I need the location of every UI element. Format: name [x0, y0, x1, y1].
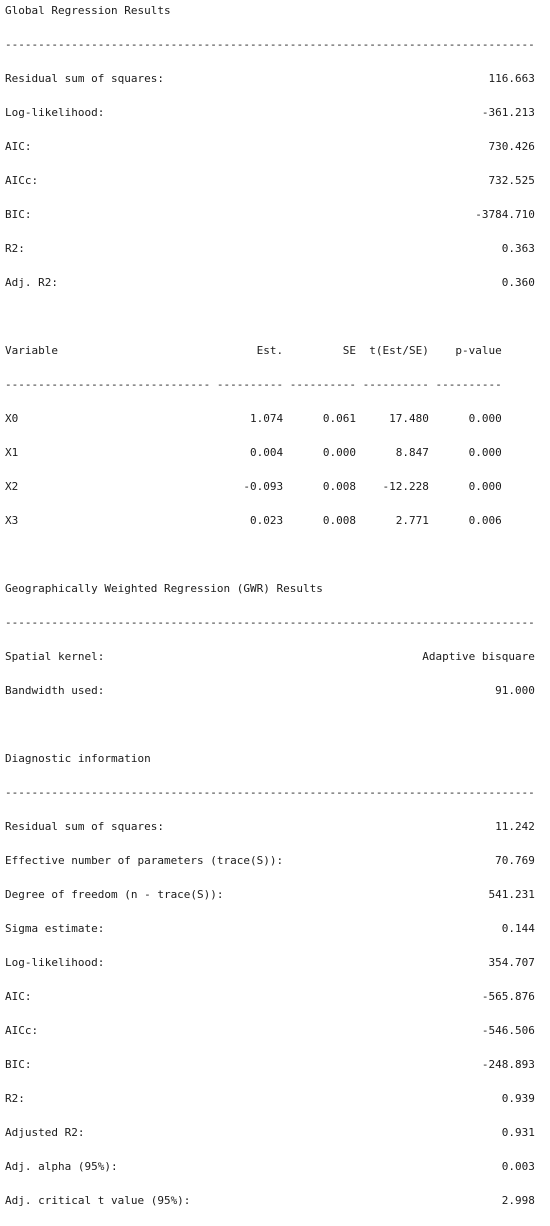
cell-t: 2.771: [356, 514, 429, 527]
stat-value: 0.363: [501, 242, 535, 255]
table-row: [5, 512, 535, 529]
stat-row: [5, 172, 535, 189]
stat-label: AICc:: [5, 174, 39, 187]
cell-se: 0.008: [283, 514, 357, 527]
table-row: [5, 478, 535, 495]
stat-row: [5, 70, 535, 87]
blank-line: [5, 716, 535, 733]
stat-label: BIC:: [5, 1058, 32, 1071]
cell-t: 8.847: [356, 446, 429, 459]
stat-row: [5, 988, 535, 1005]
cell-variable: X2: [5, 480, 211, 493]
column-header-variable: Variable: [5, 344, 211, 357]
stat-value: 0.360: [501, 276, 535, 289]
stat-label: Residual sum of squares:: [5, 820, 164, 833]
stat-value: Adaptive bisquare: [422, 650, 535, 663]
stat-value: 70.769: [495, 854, 535, 867]
stat-row: [5, 274, 535, 291]
diagnostic-title: Diagnostic information: [5, 752, 151, 765]
cell-p: 0.000: [428, 412, 502, 425]
stat-row: [5, 886, 535, 903]
stat-row: [5, 206, 535, 223]
stat-value: 354.707: [488, 956, 535, 969]
stat-label: AICc:: [5, 1024, 39, 1037]
column-header-t: t(Est/SE): [356, 344, 429, 357]
global-results-title: Global Regression Results: [5, 4, 171, 17]
stat-value: 11.242: [495, 820, 535, 833]
column-header-se: SE: [283, 344, 357, 357]
stat-label: Bandwidth used:: [5, 684, 105, 697]
stat-row: [5, 240, 535, 257]
stat-row: [5, 954, 535, 971]
table-row: [5, 410, 535, 427]
stat-label: Log-likelihood:: [5, 956, 105, 969]
stat-value: -546.506: [481, 1024, 535, 1037]
stat-label: Sigma estimate:: [5, 922, 105, 935]
cell-se: 0.061: [283, 412, 357, 425]
stat-value: 0.003: [501, 1160, 535, 1173]
stat-value: 91.000: [495, 684, 535, 697]
stat-value: 116.663: [488, 72, 535, 85]
stat-label: AIC:: [5, 140, 32, 153]
separator-line: --------------------------------------------------------------------------------: [5, 38, 535, 51]
stat-label: Adj. alpha (95%):: [5, 1160, 118, 1173]
output-cell: [5, 2, 535, 1226]
stat-row: [5, 920, 535, 937]
cell-t: -12.228: [356, 480, 429, 493]
stat-label: Log-likelihood:: [5, 106, 105, 119]
stat-label: Residual sum of squares:: [5, 72, 164, 85]
cell-variable: X0: [5, 412, 211, 425]
stat-row: [5, 1124, 535, 1141]
stat-row: [5, 1090, 535, 1107]
separator-line: --------------------------------------------------------------------------------: [5, 786, 535, 799]
cell-se: 0.008: [283, 480, 357, 493]
cell-est: 1.074: [210, 412, 284, 425]
stat-row: [5, 1192, 535, 1209]
stat-value: 730.426: [488, 140, 535, 153]
table-header-row: [5, 342, 535, 359]
stat-row: [5, 104, 535, 121]
gwr-results-title: Geographically Weighted Regression (GWR) Results: [5, 582, 323, 595]
stat-row: [5, 648, 535, 665]
stat-row: [5, 682, 535, 699]
stat-value: 541.231: [488, 888, 535, 901]
stat-row: [5, 1022, 535, 1039]
stat-value: 0.939: [501, 1092, 535, 1105]
column-header-p: p-value: [428, 344, 502, 357]
stat-label: Effective number of parameters (trace(S)):: [5, 854, 284, 867]
column-header-est: Est.: [210, 344, 284, 357]
stat-value: 732.525: [488, 174, 535, 187]
cell-p: 0.000: [428, 446, 502, 459]
table-separator: ------------------------------- ---------- ---------- ---------- ----------: [5, 378, 502, 391]
cell-est: 0.023: [210, 514, 284, 527]
blank-line: [5, 308, 535, 325]
stat-label: Degree of freedom (n - trace(S)):: [5, 888, 224, 901]
cell-p: 0.006: [428, 514, 502, 527]
stat-row: [5, 852, 535, 869]
stat-value: -3784.710: [475, 208, 535, 221]
blank-line: [5, 546, 535, 563]
stat-row: [5, 1158, 535, 1175]
cell-est: 0.004: [210, 446, 284, 459]
stat-label: BIC:: [5, 208, 32, 221]
stat-label: R2:: [5, 242, 25, 255]
stat-label: Adjusted R2:: [5, 1126, 85, 1139]
stat-row: [5, 818, 535, 835]
cell-est: -0.093: [210, 480, 284, 493]
stat-row: [5, 1056, 535, 1073]
table-row: [5, 444, 535, 461]
cell-p: 0.000: [428, 480, 502, 493]
stat-row: [5, 138, 535, 155]
stat-label: Adj. critical t value (95%):: [5, 1194, 191, 1207]
stat-label: Spatial kernel:: [5, 650, 105, 663]
cell-variable: X1: [5, 446, 211, 459]
stat-label: R2:: [5, 1092, 25, 1105]
cell-se: 0.000: [283, 446, 357, 459]
stat-value: 2.998: [501, 1194, 535, 1207]
stat-value: 0.144: [501, 922, 535, 935]
stat-value: 0.931: [501, 1126, 535, 1139]
stat-label: AIC:: [5, 990, 32, 1003]
separator-line: --------------------------------------------------------------------------------: [5, 616, 535, 629]
cell-t: 17.480: [356, 412, 429, 425]
stat-label: Adj. R2:: [5, 276, 58, 289]
cell-variable: X3: [5, 514, 211, 527]
stat-value: -248.893: [481, 1058, 535, 1071]
stat-value: -361.213: [481, 106, 535, 119]
stat-value: -565.876: [481, 990, 535, 1003]
